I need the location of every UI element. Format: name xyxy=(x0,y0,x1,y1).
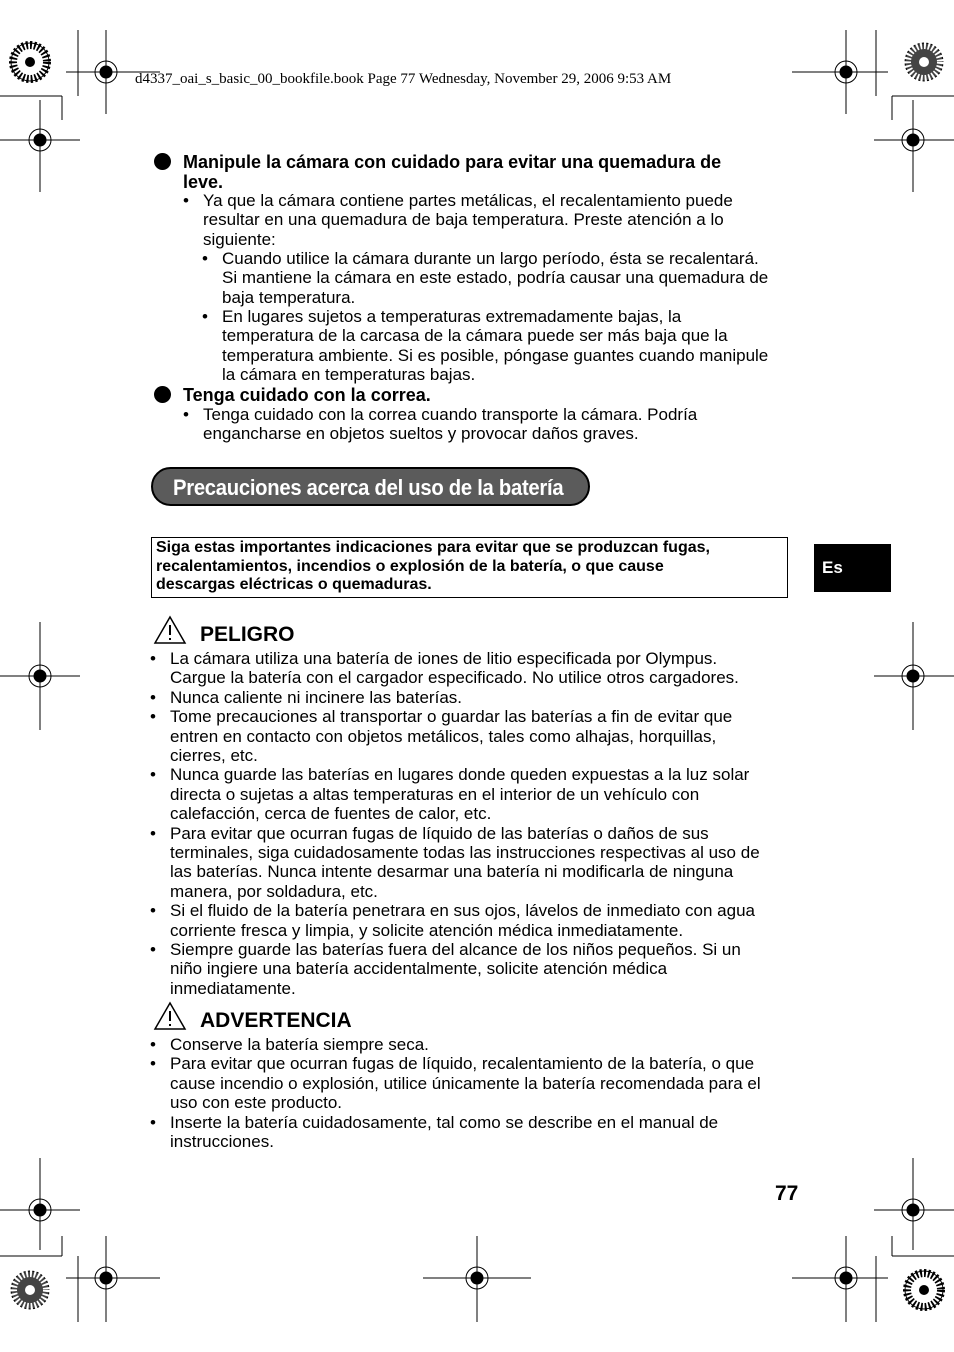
text-line: Para evitar que ocurran fugas de líquido, recalentamiento de la batería, o que xyxy=(170,1054,755,1074)
text-line: Para evitar que ocurran fugas de líquido de las baterías o daños de sus xyxy=(170,823,709,843)
text-line: descargas eléctricas o quemaduras. xyxy=(156,576,432,594)
text-line: baja temperatura. xyxy=(222,287,356,307)
warning-heading: ADVERTENCIA xyxy=(200,1009,352,1033)
text-line: cierres, etc. xyxy=(170,746,258,765)
text-line: Ya que la cámara contiene partes metálicas, el recalentamiento puede xyxy=(203,191,733,210)
burn-intro: • Ya que la cámara contiene partes metálicas, el recalentamiento puede resultar en una quemadura de baja temperatura. Preste atención a lo siguiente: xyxy=(183,191,733,249)
warning-triangle-icon xyxy=(153,1001,187,1031)
text-line: cause incendio o explosión, utilice únicamente la batería recomendada para el xyxy=(170,1073,761,1093)
text-line: instrucciones. xyxy=(170,1132,274,1151)
list-item: • Conserve la batería siempre seca. xyxy=(150,1035,429,1054)
language-tab: Es xyxy=(814,544,891,592)
text-line: Si mantiene la cámara en este estado, podría causar una quemadura de xyxy=(222,268,769,288)
text-line: siguiente: xyxy=(203,229,276,249)
bullet-icon xyxy=(154,386,171,403)
burn-heading-line-2: leve. xyxy=(183,172,224,192)
text-line: Tenga cuidado con la correa cuando transporte la cámara. Podría xyxy=(203,405,698,424)
text-line: entren en contacto con objetos metálicos, tales como alhajas, horquillas, xyxy=(170,726,717,746)
burn-sub-item-2: • En lugares sujetos a temperaturas extremadamente bajas, la temperatura de la carcasa de la cámara puede ser más baja que la temperatura ambiente. Si es posible, póngase guantes cuando manipule la cámara en temperaturas bajas. xyxy=(202,307,769,385)
list-item: • Nunca guarde las baterías en lugares donde queden expuestas a la luz solar directa o sujetas a altas temperaturas en el interior de un vehículo con calefacción, cerca de fuentes de calor, etc. xyxy=(150,765,750,824)
text-line: En lugares sujetos a temperaturas extremadamente bajas, la xyxy=(222,307,682,326)
list-item: • Para evitar que ocurran fugas de líquido, recalentamiento de la batería, o que cause incendio o explosión, utilice únicamente la batería recomendada para el uso con este producto. xyxy=(150,1054,761,1113)
strap-text: • Tenga cuidado con la correa cuando transporte la cámara. Podría engancharse en objetos sueltos y provocar daños graves. xyxy=(183,405,698,444)
list-item: • Nunca caliente ni incinere las baterías. xyxy=(150,687,462,707)
text-line: Nunca caliente ni incinere las baterías. xyxy=(170,687,462,707)
warning-triangle-icon xyxy=(153,615,187,645)
text-line: Tome precauciones al transportar o guardar las baterías a fin de evitar que xyxy=(170,707,733,727)
text-line: temperatura de la carcasa de la cámara puede ser más baja que la xyxy=(222,326,728,346)
text-line: la cámara en temperaturas bajas. xyxy=(222,365,476,385)
text-line: terminales, siga cuidadosamente todas las instrucciones respectivas al uso de xyxy=(170,843,760,862)
text-line: inmediatamente. xyxy=(170,978,296,998)
text-line: Inserte la batería cuidadosamente, tal como se describe en el manual de xyxy=(170,1112,719,1132)
burn-sub-item-1: • Cuando utilice la cámara durante un largo período, ésta se recalentará. Si mantiene la cámara en este estado, podría causar una quemadura de baja temperatura. xyxy=(202,249,769,307)
text-line: corriente fresca y limpia, y solicite atención médica inmediatamente. xyxy=(170,920,684,940)
text-line: resultar en una quemadura de baja temperatura. Preste atención a lo xyxy=(203,210,724,230)
text-line: Siga estas importantes indicaciones para evitar que se produzcan fugas, xyxy=(156,539,710,556)
list-item: • Siempre guarde las baterías fuera del alcance de los niños pequeños. Si un niño ingiere una batería accidentalmente, solicite atención médica inmediatamente. xyxy=(150,940,741,998)
danger-heading: PELIGRO xyxy=(200,623,295,647)
text-line: uso con este producto. xyxy=(170,1093,343,1113)
strap-heading: Tenga cuidado con la correa. xyxy=(183,385,431,405)
text-line: recalentamientos, incendios o explosión de la batería, o que cause xyxy=(156,557,664,575)
text-line: las baterías. Nunca intente desarmar una batería ni modificarla de ninguna xyxy=(170,862,734,882)
notice-box xyxy=(151,537,788,598)
text-line: calefacción, cerca de fuentes de calor, etc. xyxy=(170,804,492,824)
text-line: directa o sujetas a altas temperaturas en el interior de un vehículo con xyxy=(170,784,700,804)
list-item: • Inserte la batería cuidadosamente, tal como se describe en el manual de instrucciones. xyxy=(150,1112,719,1151)
print-file-info: d4337_oai_s_basic_00_bookfile.book Page 77 Wednesday, November 29, 2006 9:53 AM xyxy=(135,71,672,87)
text-line: niño ingiere una batería accidentalmente, solicite atención médica xyxy=(170,959,668,979)
text-line: engancharse en objetos sueltos y provocar daños graves. xyxy=(203,424,639,444)
burn-heading-line-1: Manipule la cámara con cuidado para evitar una quemadura de xyxy=(183,152,722,172)
text-line: La cámara utiliza una batería de iones de litio especificada por Olympus. xyxy=(170,649,718,668)
text-line: temperatura ambiente. Si es posible, póngase guantes cuando manipule xyxy=(222,345,769,365)
list-item: • La cámara utiliza una batería de iones de litio especificada por Olympus. Cargue la batería con el cargador especificado. No utilice otros cargadores. xyxy=(150,649,739,688)
section-title: Precauciones acerca del uso de la batería xyxy=(151,467,590,506)
list-item: • Si el fluido de la batería penetrara en sus ojos, lávelos de inmediato con agua corriente fresca y limpia, y solicite atención médica inmediatamente. xyxy=(150,901,755,940)
text-line: Siempre guarde las baterías fuera del alcance de los niños pequeños. Si un xyxy=(170,940,741,959)
text-line: Cuando utilice la cámara durante un largo período, ésta se recalentará. xyxy=(222,249,759,268)
text-line: Nunca guarde las baterías en lugares donde queden expuestas a la luz solar xyxy=(170,765,750,785)
text-line: manera, por soldadura, etc. xyxy=(170,881,378,901)
list-item: • Tome precauciones al transportar o guardar las baterías a fin de evitar que entren en contacto con objetos metálicos, tales como alhajas, horquillas, cierres, etc. xyxy=(150,707,733,765)
text-line: Conserve la batería siempre seca. xyxy=(170,1035,429,1054)
list-item: • Para evitar que ocurran fugas de líquido de las baterías o daños de sus terminales, siga cuidadosamente todas las instrucciones respectivas al uso de las baterías. Nunca intente desarmar una batería ni modificarla de ninguna manera, por soldadura, etc. xyxy=(150,823,760,901)
bullet-icon xyxy=(154,153,171,170)
text-line: Cargue la batería con el cargador especificado. No utilice otros cargadores. xyxy=(170,668,739,688)
page-number: 77 xyxy=(775,1182,799,1205)
burn-heading xyxy=(183,152,721,192)
text-line: Si el fluido de la batería penetrara en sus ojos, lávelos de inmediato con agua xyxy=(170,901,755,921)
